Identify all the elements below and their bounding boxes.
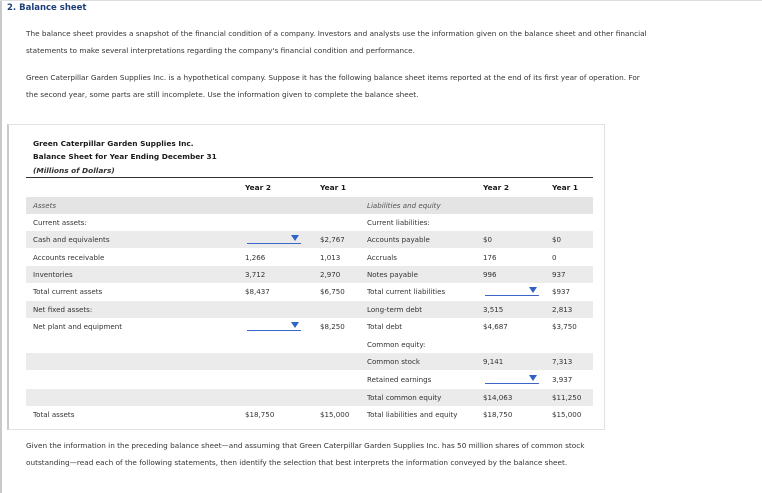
cash-year2-dropdown[interactable]	[247, 235, 301, 244]
total-liabilities-equity-year1-value: $15,000	[552, 410, 582, 419]
total-assets-year2-value: $18,750	[245, 410, 275, 419]
accounts-receivable-year1-value: 1,013	[320, 253, 341, 262]
total-assets-label: Total assets	[33, 410, 75, 419]
company-name: Green Caterpillar Garden Supplies Inc.	[33, 139, 194, 148]
net-plant-equipment-year2-dropdown[interactable]	[247, 322, 301, 331]
common-stock-year2-value: 9,141	[483, 357, 504, 366]
table-row	[26, 301, 593, 318]
accruals-year1-value: 0	[552, 253, 557, 262]
net-fixed-assets-label: Net fixed assets:	[33, 305, 93, 314]
notes-payable-year1-value: 937	[552, 270, 566, 279]
current-liabilities-label: Current liabilities:	[367, 218, 430, 227]
left-border	[0, 0, 2, 493]
followup-paragraph: Given the information in the preceding balance sheet—and assuming that Green Caterpillar Garden Supplies Inc. has 50 million shares of common stock outstanding—read each of the following statements, then identify the selection that best interprets the information conveyed by the balance sheet.	[26, 441, 585, 467]
inventories-year1-value: 2,970	[320, 270, 341, 279]
table-row	[26, 197, 593, 214]
net-plant-equipment-label: Net plant and equipment	[33, 322, 123, 331]
cash-year1-value: $2,767	[320, 235, 345, 244]
total-common-equity-label: Total common equity	[367, 393, 442, 402]
long-term-debt-year2-value: 3,515	[483, 305, 504, 314]
common-stock-label: Common stock	[367, 357, 421, 366]
common-equity-label: Common equity:	[367, 340, 426, 349]
accounts-receivable-label: Accounts receivable	[33, 253, 105, 262]
total-current-assets-year1-value: $6,750	[320, 287, 345, 296]
section-title: 2. Balance sheet	[7, 3, 87, 13]
header-year1-assets: Year 1	[320, 183, 347, 192]
top-border	[0, 0, 762, 1]
retained-earnings-year1-value: 3,937	[552, 375, 573, 384]
accounts-payable-year2-value: $0	[483, 235, 493, 244]
header-year2-liabilities: Year 2	[483, 183, 510, 192]
accruals-year2-value: 176	[483, 253, 497, 262]
table-row	[26, 353, 593, 370]
header-year1-liabilities: Year 1	[552, 183, 579, 192]
total-debt-year1-value: $3,750	[552, 322, 577, 331]
total-assets-year1-value: $15,000	[320, 410, 350, 419]
table-row	[26, 406, 593, 423]
accounts-receivable-year2-value: 1,266	[245, 253, 266, 262]
table-row	[26, 371, 593, 388]
total-liabilities-equity-year2-value: $18,750	[483, 410, 513, 419]
notes-payable-label: Notes payable	[367, 270, 418, 279]
total-common-equity-year1-value: $11,250	[552, 393, 582, 402]
total-current-liabilities-label: Total current liabilities	[367, 287, 446, 296]
total-liabilities-equity-label: Total liabilities and equity	[367, 410, 458, 419]
chevron-down-icon	[529, 375, 537, 381]
total-current-liabilities-year1-value: $937	[552, 287, 571, 296]
cash-label: Cash and equivalents	[33, 235, 110, 244]
units-label: (Millions of Dollars)	[33, 166, 115, 175]
table-row	[26, 214, 593, 231]
total-common-equity-year2-value: $14,063	[483, 393, 513, 402]
retained-earnings-year2-dropdown[interactable]	[485, 375, 539, 384]
total-current-assets-year2-value: $8,437	[245, 287, 270, 296]
table-row	[26, 283, 593, 300]
assets-heading: Assets	[33, 201, 57, 210]
total-current-liabilities-year2-dropdown[interactable]	[485, 287, 539, 296]
table-row	[26, 249, 593, 266]
chevron-down-icon	[529, 287, 537, 293]
long-term-debt-label: Long-term debt	[367, 305, 422, 314]
table-row	[26, 231, 593, 248]
title-divider	[26, 177, 593, 178]
table-row	[26, 266, 593, 283]
long-term-debt-year1-value: 2,813	[552, 305, 573, 314]
accruals-label: Accruals	[367, 253, 397, 262]
notes-payable-year2-value: 996	[483, 270, 497, 279]
intro-paragraph-1: The balance sheet provides a snapshot of the financial condition of a company. Investors and analysts use the information given on the balance sheet and other financial statements to make several interpretations regarding the company's financial condition and performance.	[26, 29, 647, 55]
intro-paragraph-2: Green Caterpillar Garden Supplies Inc. is a hypothetical company. Suppose it has the following balance sheet items reported at the end of its first year of operation. For the second year, some parts are still incomplete. Use the information given to complete the balance sheet.	[26, 73, 640, 99]
table-row	[26, 336, 593, 353]
accounts-payable-year1-value: $0	[552, 235, 562, 244]
header-year2-assets: Year 2	[245, 183, 272, 192]
chevron-down-icon	[291, 235, 299, 241]
table-row	[26, 389, 593, 406]
total-debt-year2-value: $4,687	[483, 322, 508, 331]
inventories-label: Inventories	[33, 270, 73, 279]
inventories-year2-value: 3,712	[245, 270, 266, 279]
chevron-down-icon	[291, 322, 299, 328]
liabilities-equity-heading: Liabilities and equity	[367, 201, 441, 210]
retained-earnings-label: Retained earnings	[367, 375, 432, 384]
balance-sheet-title: Balance Sheet for Year Ending December 31	[33, 152, 217, 161]
common-stock-year1-value: 7,313	[552, 357, 573, 366]
net-plant-equipment-year1-value: $8,250	[320, 322, 345, 331]
table-row	[26, 318, 593, 335]
total-current-assets-label: Total current assets	[33, 287, 103, 296]
current-assets-label: Current assets:	[33, 218, 87, 227]
total-debt-label: Total debt	[367, 322, 402, 331]
accounts-payable-label: Accounts payable	[367, 235, 430, 244]
